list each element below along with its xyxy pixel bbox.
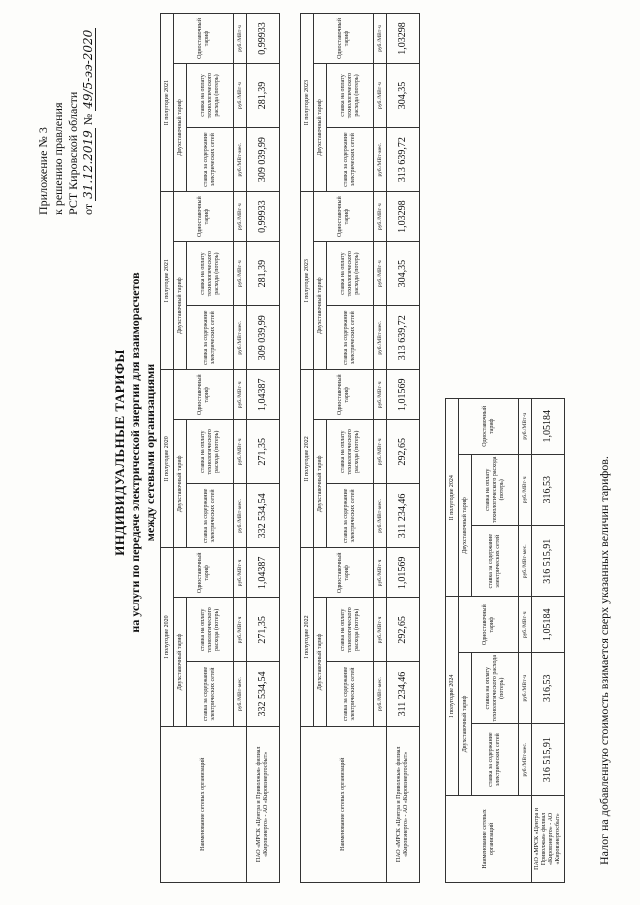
loss-rate-value: 316,53 — [532, 653, 565, 724]
unit-mwh: руб./МВт·ч — [234, 420, 247, 484]
maintenance-rate-value: 313 639,72 — [387, 306, 420, 370]
table-row — [387, 14, 420, 883]
maintenance-rate-header: ставка за содержание электрических сетей — [327, 484, 374, 548]
maintenance-rate-value: 311 234,46 — [387, 484, 420, 548]
maintenance-rate-header: ставка за содержание электрических сетей — [327, 128, 374, 192]
maintenance-rate-value: 313 639,72 — [387, 128, 420, 192]
one-part-tariff-header: Одноставочный тариф — [174, 548, 234, 598]
unit-mw-month: руб./МВт·мес. — [519, 724, 532, 795]
loss-rate-value: 271,35 — [247, 420, 280, 484]
period-label: II полугодие 2022 — [301, 370, 314, 548]
approval-from: от — [81, 203, 95, 215]
tariff-table-2024 — [445, 398, 565, 883]
unit-mw-month: руб./МВт·мес. — [374, 128, 387, 192]
unit-mw-month: руб./МВт·мес. — [234, 484, 247, 548]
unit-mwh: руб./МВт·ч — [234, 548, 247, 598]
one-part-tariff-header: Одноставочный тариф — [174, 192, 234, 242]
one-part-rate-value: 1,03298 — [387, 192, 420, 242]
unit-mwh: руб./МВт·ч — [374, 14, 387, 64]
one-part-rate-value: 1,04387 — [247, 548, 280, 598]
two-part-tariff-header: Двухставочный тариф — [459, 454, 472, 597]
org-header-cell: Наименование сетевых организаций — [446, 795, 532, 882]
loss-rate-value: 316,53 — [532, 454, 565, 525]
approval-number: 49/5-ээ-2020 — [81, 29, 95, 109]
two-part-tariff-header: Двухставочный тариф — [314, 420, 327, 548]
period-label: II полугодие 2021 — [161, 14, 174, 192]
unit-mwh: руб./МВт·ч — [234, 242, 247, 306]
maintenance-rate-header: ставка за содержание электрических сетей — [472, 526, 519, 597]
unit-mwh: руб./МВт·ч — [519, 653, 532, 724]
unit-mwh: руб./МВт·ч — [374, 192, 387, 242]
loss-rate-header: ставка на оплату технологического расхода (потерь) — [327, 63, 374, 127]
period-label: II полугодие 2020 — [161, 370, 174, 548]
two-part-tariff-header: Двухставочный тариф — [174, 63, 187, 191]
unit-mw-month: руб./МВт·мес. — [234, 662, 247, 726]
one-part-rate-value: 1,05184 — [532, 597, 565, 653]
one-part-rate-value: 1,05184 — [532, 399, 565, 455]
unit-mw-month: руб./МВт·мес. — [519, 526, 532, 597]
approval-line-3: РСТ Кировской области — [66, 91, 80, 215]
document-title: ИНДИВИДУАЛЬНЫЕ ТАРИФЫ — [112, 349, 127, 556]
maintenance-rate-value: 316 515,91 — [532, 526, 565, 597]
one-part-rate-value: 1,01569 — [387, 548, 420, 598]
maintenance-rate-value: 332 534,54 — [247, 484, 280, 548]
unit-mwh: руб./МВт·ч — [234, 598, 247, 662]
loss-rate-header: ставка на оплату технологического расхода (потерь) — [187, 420, 234, 484]
approval-line-1: Приложение № 3 — [36, 127, 50, 215]
one-part-rate-value: 0,99933 — [247, 192, 280, 242]
table-header-row — [446, 399, 459, 883]
loss-rate-value: 292,65 — [387, 420, 420, 484]
loss-rate-header: ставка на оплату технологического расхода (потерь) — [472, 454, 519, 525]
org-header-cell: Наименование сетевых организаций — [161, 726, 247, 882]
period-label: II полугодие 2024 — [446, 399, 459, 597]
loss-rate-value: 281,39 — [247, 63, 280, 127]
document-subtitle-1: на услуги по передаче электрической энергии для взаиморасчетов — [128, 272, 142, 633]
unit-mwh: руб./МВт·ч — [234, 370, 247, 420]
period-label: II полугодие 2023 — [301, 14, 314, 192]
maintenance-rate-header: ставка за содержание электрических сетей — [187, 128, 234, 192]
approval-number-sign: № — [81, 113, 95, 126]
one-part-tariff-header: Одноставочный тариф — [459, 399, 519, 455]
one-part-tariff-header: Одноставочный тариф — [459, 597, 519, 653]
one-part-tariff-header: Одноставочный тариф — [174, 370, 234, 420]
two-part-tariff-header: Двухставочный тариф — [314, 63, 327, 191]
one-part-tariff-header: Одноставочный тариф — [314, 548, 374, 598]
unit-mwh: руб./МВт·ч — [234, 192, 247, 242]
unit-mw-month: руб./МВт·мес. — [374, 662, 387, 726]
table-row — [532, 399, 565, 883]
maintenance-rate-header: ставка за содержание электрических сетей — [187, 484, 234, 548]
unit-mwh: руб./МВт·ч — [519, 399, 532, 455]
loss-rate-header: ставка на оплату технологического расхода (потерь) — [187, 242, 234, 306]
loss-rate-header: ставка на оплату технологического расхода (потерь) — [327, 242, 374, 306]
maintenance-rate-header: ставка за содержание электрических сетей — [187, 306, 234, 370]
one-part-rate-value: 1,04387 — [247, 370, 280, 420]
unit-mwh: руб./МВт·ч — [374, 548, 387, 598]
one-part-rate-value: 1,03298 — [387, 14, 420, 64]
approval-line-2: к решению правления — [51, 102, 65, 215]
org-name-cell: ПАО «МРСК «Центра и Приволжья» филиал «Кировэнерго» - АО «Кировэнергосбыт» — [387, 726, 420, 882]
unit-mw-month: руб./МВт·мес. — [374, 484, 387, 548]
org-name-cell: ПАО «МРСК «Центра и Приволжья» филиал «Кировэнерго» - АО «Кировэнергосбыт» — [247, 726, 280, 882]
two-part-tariff-header: Двухставочный тариф — [174, 598, 187, 726]
one-part-tariff-header: Одноставочный тариф — [314, 14, 374, 64]
loss-rate-value: 304,35 — [387, 63, 420, 127]
table-header-row — [301, 14, 314, 883]
maintenance-rate-header: ставка за содержание электрических сетей — [327, 662, 374, 726]
maintenance-rate-header: ставка за содержание электрических сетей — [187, 662, 234, 726]
unit-mwh: руб./МВт·ч — [234, 14, 247, 64]
table-header-row — [161, 14, 174, 883]
two-part-tariff-header: Двухставочный тариф — [459, 653, 472, 796]
loss-rate-header: ставка на оплату технологического расхода (потерь) — [187, 63, 234, 127]
unit-mw-month: руб./МВт·мес. — [234, 306, 247, 370]
maintenance-rate-value: 309 039,99 — [247, 306, 280, 370]
unit-mwh: руб./МВт·ч — [374, 598, 387, 662]
maintenance-rate-header: ставка за содержание электрических сетей — [327, 306, 374, 370]
org-header-cell: Наименование сетевых организаций — [301, 726, 387, 882]
one-part-tariff-header: Одноставочный тариф — [314, 370, 374, 420]
maintenance-rate-value: 332 534,54 — [247, 662, 280, 726]
one-part-tariff-header: Одноставочный тариф — [174, 14, 234, 64]
loss-rate-header: ставка на оплату технологического расхода (потерь) — [327, 598, 374, 662]
period-label: I полугодие 2023 — [301, 192, 314, 370]
two-part-tariff-header: Двухставочный тариф — [174, 242, 187, 370]
period-label: I полугодие 2024 — [446, 597, 459, 795]
maintenance-rate-header: ставка за содержание электрических сетей — [472, 724, 519, 795]
two-part-tariff-header: Двухставочный тариф — [174, 420, 187, 548]
period-label: I полугодие 2021 — [161, 192, 174, 370]
two-part-tariff-header: Двухставочный тариф — [314, 242, 327, 370]
unit-mwh: руб./МВт·ч — [519, 454, 532, 525]
loss-rate-header: ставка на оплату технологического расхода (потерь) — [187, 598, 234, 662]
tariff-table-2020-2021 — [160, 13, 280, 883]
approval-date: 31.12.2019 — [81, 130, 95, 199]
unit-mwh: руб./МВт·ч — [374, 370, 387, 420]
approval-line-4 — [81, 5, 96, 215]
loss-rate-header: ставка на оплату технологического расхода (потерь) — [472, 653, 519, 724]
table-row — [247, 14, 280, 883]
period-label: I полугодие 2020 — [161, 548, 174, 726]
approval-block — [36, 5, 96, 215]
loss-rate-value: 271,35 — [247, 598, 280, 662]
one-part-rate-value: 1,01569 — [387, 370, 420, 420]
loss-rate-value: 304,35 — [387, 242, 420, 306]
unit-mwh: руб./МВт·ч — [519, 597, 532, 653]
unit-mwh: руб./МВт·ч — [374, 242, 387, 306]
unit-mwh: руб./МВт·ч — [234, 63, 247, 127]
unit-mwh: руб./МВт·ч — [374, 420, 387, 484]
maintenance-rate-value: 311 234,46 — [387, 662, 420, 726]
unit-mw-month: руб./МВт·мес. — [234, 128, 247, 192]
org-name-cell: ПАО «МРСК «Центра и Приволжья» филиал «Кировэнерго» - АО «Кировэнергосбыт» — [532, 795, 565, 882]
maintenance-rate-value: 316 515,91 — [532, 724, 565, 795]
one-part-tariff-header: Одноставочный тариф — [314, 192, 374, 242]
tariff-table-2022-2023 — [300, 13, 420, 883]
unit-mwh: руб./МВт·ч — [374, 63, 387, 127]
loss-rate-value: 281,39 — [247, 242, 280, 306]
loss-rate-header: ставка на оплату технологического расхода (потерь) — [327, 420, 374, 484]
one-part-rate-value: 0,99933 — [247, 14, 280, 64]
maintenance-rate-value: 309 039,99 — [247, 128, 280, 192]
two-part-tariff-header: Двухставочный тариф — [314, 598, 327, 726]
vat-footnote: Налог на добавленную стоимость взимается сверх указанных величин тарифов. — [597, 456, 611, 865]
period-label: I полугодие 2022 — [301, 548, 314, 726]
unit-mw-month: руб./МВт·мес. — [374, 306, 387, 370]
document-subtitle-2: между сетевыми организациями — [143, 363, 157, 542]
loss-rate-value: 292,65 — [387, 598, 420, 662]
